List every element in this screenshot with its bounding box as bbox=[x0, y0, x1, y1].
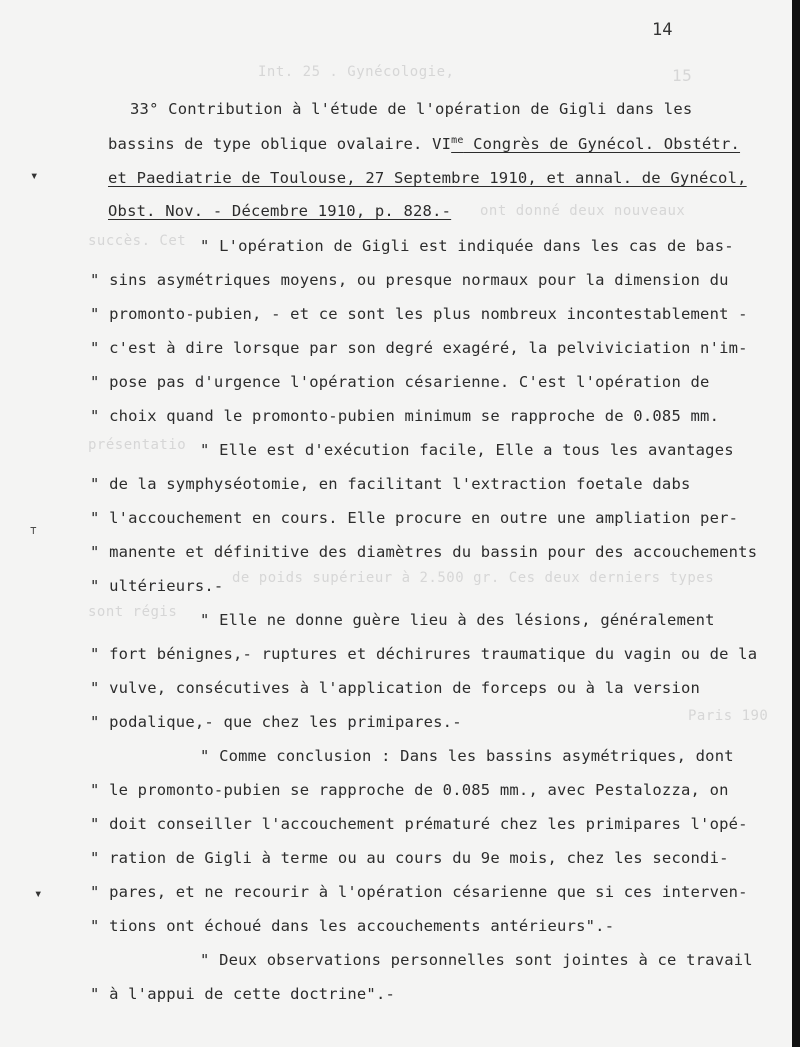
body-line: " podalique,- que chez les primipares.- bbox=[90, 713, 462, 731]
ghost-text: Int. 25 . Gynécologie, bbox=[258, 64, 455, 80]
margin-mark: ▾ bbox=[34, 886, 43, 902]
margin-mark: ▾ bbox=[30, 168, 39, 184]
body-line: " le promonto-pubien se rapproche de 0.085 mm., avec Pestalozza, on bbox=[90, 781, 729, 799]
body-line: " Elle ne donne guère lieu à des lésions, généralement bbox=[200, 611, 715, 629]
page-number: 14 bbox=[652, 20, 673, 40]
body-line: " L'opération de Gigli est indiquée dans les cas de bas- bbox=[200, 237, 734, 255]
body-line: " c'est à dire lorsque par son degré exagéré, la pelviviciation n'im- bbox=[90, 339, 748, 357]
body-line: " l'accouchement en cours. Elle procure en outre une ampliation per- bbox=[90, 509, 739, 527]
ghost-text: ont donné deux nouveaux bbox=[480, 203, 686, 219]
entry-line-1 bbox=[130, 100, 692, 118]
body-line: " à l'appui de cette doctrine".- bbox=[90, 985, 396, 1003]
body-line: " sins asymétriques moyens, ou presque normaux pour la dimension du bbox=[90, 271, 729, 289]
body-line: " ration de Gigli à terme ou au cours du 9e mois, chez les secondi- bbox=[90, 849, 729, 867]
body-line: " ultérieurs.- bbox=[90, 577, 224, 595]
body-line: " Comme conclusion : Dans les bassins asymétriques, dont bbox=[200, 747, 734, 765]
body-line: " pares, et ne recourir à l'opération césarienne que si ces interven- bbox=[90, 883, 748, 901]
body-line: " Deux observations personnelles sont jointes à ce travail bbox=[200, 951, 753, 969]
margin-mark: ⊤ bbox=[30, 524, 37, 537]
body-line: " promonto-pubien, - et ce sont les plus nombreux incontestablement - bbox=[90, 305, 748, 323]
body-line: " manente et définitive des diamètres du bassin pour des accouchements bbox=[90, 543, 758, 561]
scan-edge bbox=[792, 0, 800, 1047]
body-line: " doit conseiller l'accouchement prématuré chez les primipares l'opé- bbox=[90, 815, 748, 833]
entry-line-4: Obst. Nov. - Décembre 1910, p. 828.- bbox=[108, 202, 452, 220]
body-line: " fort bénignes,- ruptures et déchirures traumatique du vagin ou de la bbox=[90, 645, 758, 663]
ghost-text: Paris 190 bbox=[688, 708, 769, 724]
body-line: " de la symphyséotomie, en facilitant l'extraction foetale dabs bbox=[90, 475, 691, 493]
ghost-text: 15 bbox=[672, 66, 693, 85]
entry-line-2: bassins de type oblique ovalaire. $VI^{me}$ Congrès de Gynécol. Obstétr. bbox=[108, 135, 741, 154]
ghost-text: présentatio bbox=[88, 437, 187, 453]
ghost-text: succès. Cet bbox=[88, 233, 187, 249]
ghost-text: sont régis bbox=[88, 604, 178, 620]
body-line: " vulve, consécutives à l'application de forceps ou à la version bbox=[90, 679, 701, 697]
ghost-text: de poids supérieur à 2.500 gr. Ces deux derniers types bbox=[232, 570, 715, 586]
entry-number: 33° bbox=[130, 100, 159, 118]
body-line: " Elle est d'exécution facile, Elle a tous les avantages bbox=[200, 441, 734, 459]
entry-title: Contribution à l'étude de l'opération de Gigli dans les bbox=[168, 100, 693, 118]
body-line: " tions ont échoué dans les accouchements antérieurs".- bbox=[90, 917, 615, 935]
entry-line-3: et Paediatrie de Toulouse, 27 Septembre 1910, et annal. de Gynécol, bbox=[108, 169, 747, 187]
body-line: " choix quand le promonto-pubien minimum se rapproche de 0.085 mm. bbox=[90, 407, 720, 425]
body-line: " pose pas d'urgence l'opération césarienne. C'est l'opération de bbox=[90, 373, 710, 391]
